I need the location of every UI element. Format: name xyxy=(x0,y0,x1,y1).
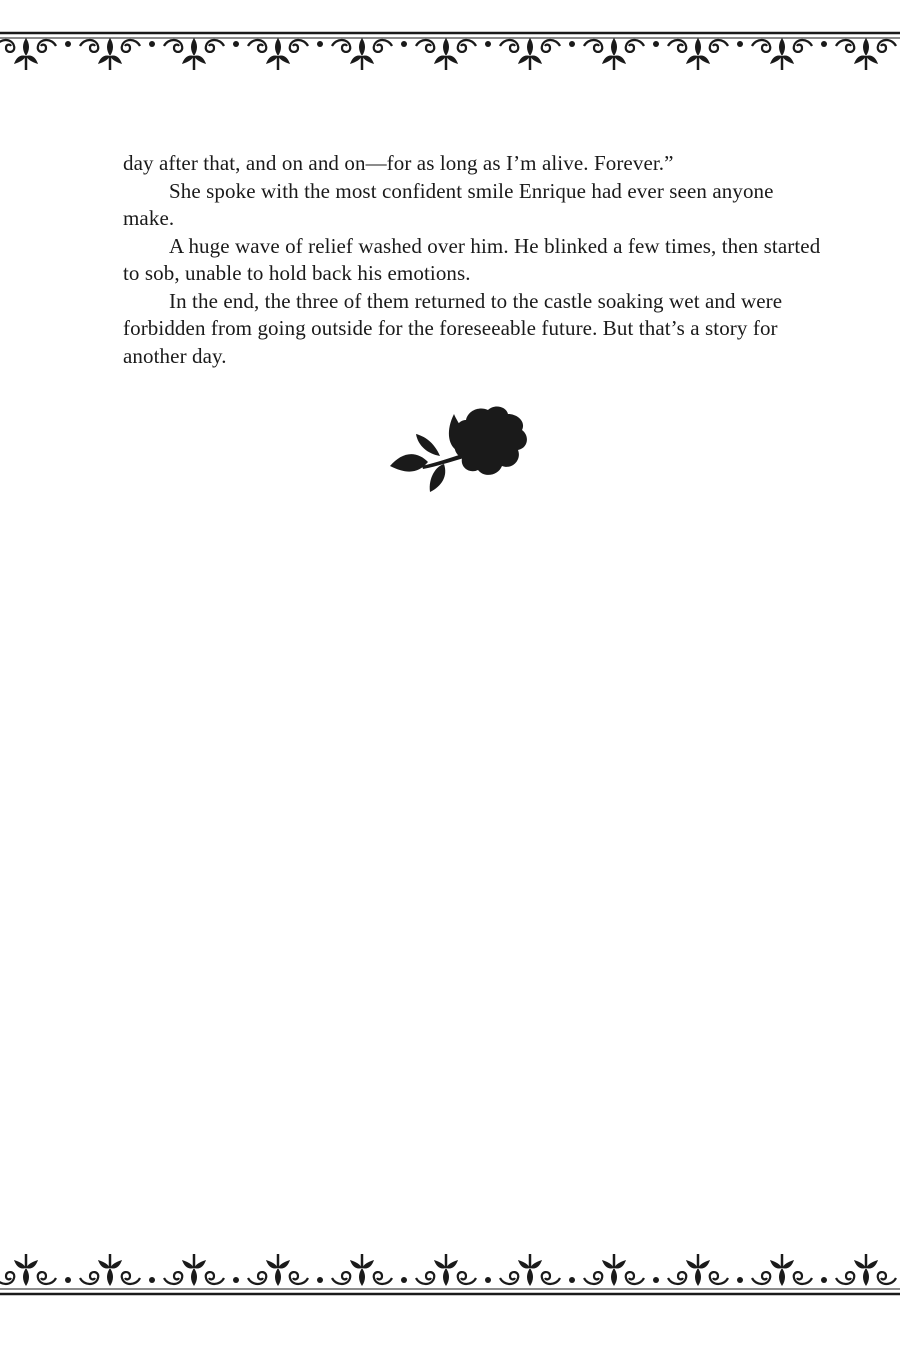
paragraph-4: In the end, the three of them returned to the castle soaking wet and were forbidden from going outside for the foreseeable future. But that’s a story for another day. xyxy=(123,288,783,368)
rose-icon xyxy=(388,400,533,495)
paragraph-2: She spoke with the most confident smile Enrique had ever seen anyone make. xyxy=(123,178,774,230)
paragraph-1: day after that, and on and on—for as long as I’m alive. Forever.” xyxy=(123,151,674,175)
paragraph-3: A huge wave of relief washed over him. He blinked a few times, then started to sob, unable to hold back his emotions. xyxy=(123,233,821,285)
chapter-text xyxy=(123,150,823,370)
top-ornamental-border xyxy=(0,24,900,84)
bottom-ornamental-border xyxy=(0,1246,900,1306)
